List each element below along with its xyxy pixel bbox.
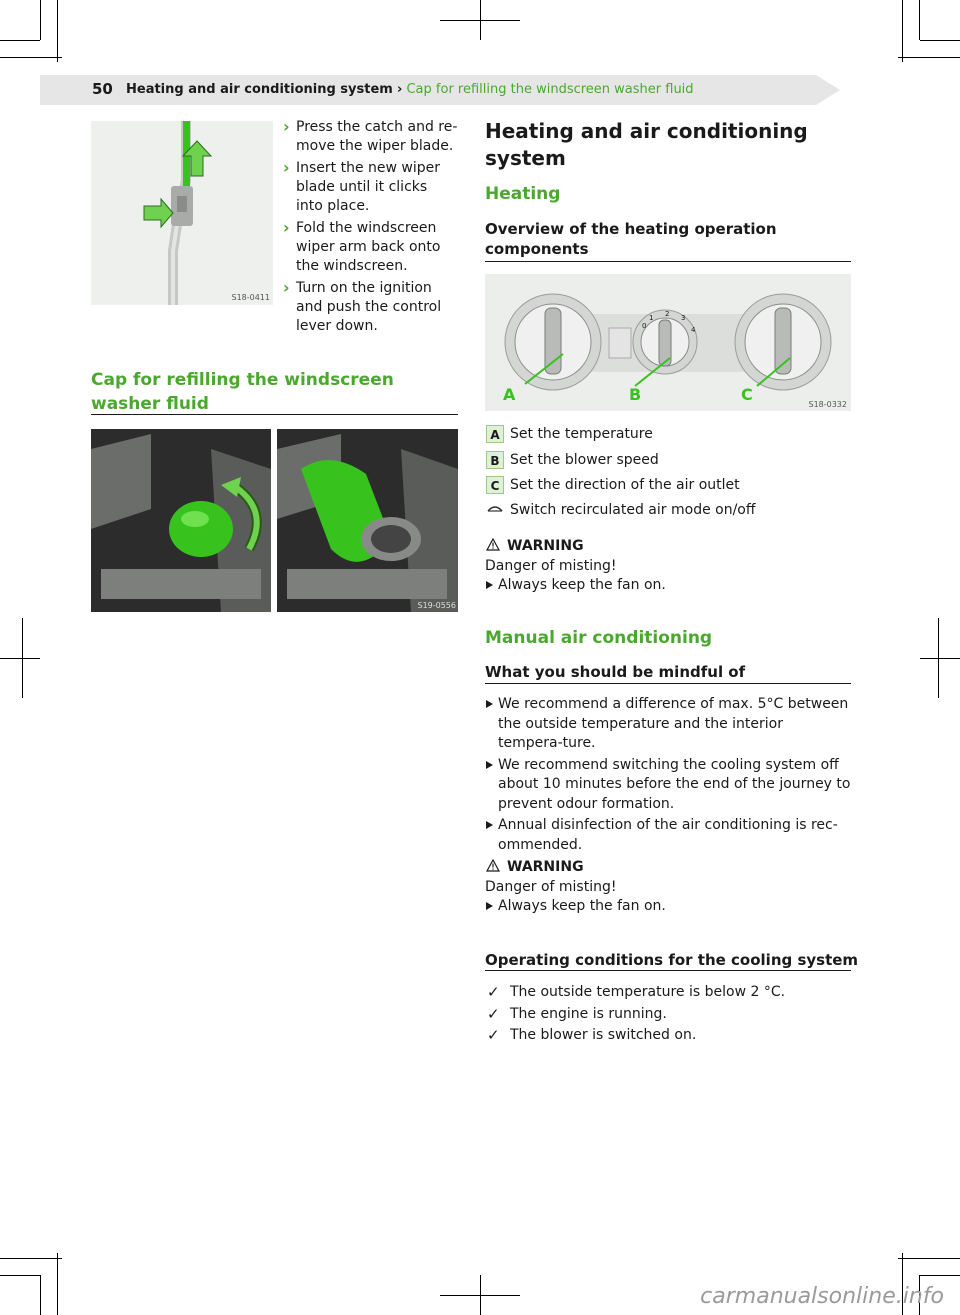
divider [485,683,851,684]
dial-number: 3 [681,314,686,322]
warning-icon [486,859,500,879]
washer-cap-figure [91,429,458,612]
legend-row [486,476,740,494]
wiper-figure [91,121,273,305]
legend-row [486,425,653,443]
breadcrumb [126,82,694,97]
mindful-list-box [485,695,851,857]
list-item: We recommend a difference of max. 5°C between the outside temperature and the interior tempera-ture. [485,695,851,754]
warning-box [485,858,851,919]
list-item: ✓ The engine is running. [487,1005,853,1025]
list-item: ✓ The outside temperature is below 2 °C. [487,983,853,1003]
list-item: Always keep the fan on. [485,897,851,917]
list-item: › Turn on the ignition and push the control lever down. [283,279,458,336]
page-title: Heating and air conditioning system [485,119,808,170]
legend-text: Set the temperature [510,426,653,442]
watermark: carmanualsonline.info [700,1284,944,1309]
conditions-box [487,983,853,1048]
legend-key: B [486,451,504,469]
figure-label-c: C [741,385,753,404]
wiper-illustration [91,121,273,305]
divider [485,970,851,971]
breadcrumb-section[interactable]: Heating and air conditioning system [126,82,393,97]
heating-heading: Heating [485,184,561,204]
figure-code: S18-0411 [231,293,270,302]
manual-ac-heading: Manual air conditioning [485,628,713,648]
warning-title: WARNING [485,537,851,557]
recirculation-icon [486,502,504,518]
dial-number: 2 [665,310,670,318]
breadcrumb-separator: › [396,82,403,97]
divider [91,414,458,415]
warning-list [485,576,851,596]
overview-heading: Overview of the heating operation components [485,220,777,258]
breadcrumb-current: Cap for refilling the windscreen washer fluid [406,82,694,97]
figure-code: S19-0556 [417,601,456,610]
wiper-steps-list [283,118,458,339]
cap-heading: Cap for refilling the windscreen washer fluid [91,370,394,414]
warning-box [485,537,851,598]
washer-cap-illustration [91,429,458,612]
heating-panel-figure [485,274,851,411]
legend-text: Set the blower speed [510,452,659,468]
legend-row [486,502,756,518]
legend-text: Set the direction of the air outlet [510,477,740,493]
legend-key: C [486,476,504,494]
list-item: › Insert the new wiper blade until it clicks into place. [283,159,458,216]
mindful-heading: What you should be mindful of [485,663,746,681]
mindful-list [485,695,851,855]
list-item: › Press the catch and re-move the wiper blade. [283,118,458,156]
warning-text: Danger of misting! [485,878,617,895]
divider [485,261,851,262]
list-item: › Fold the windscreen wiper arm back onto the windscreen. [283,219,458,276]
dial-number: 4 [691,326,696,334]
heating-panel-illustration [485,274,851,411]
list-item: Annual disinfection of the air conditioning is rec-ommended. [485,816,851,855]
page-number: 50 [92,80,113,98]
warning-icon [486,538,500,558]
figure-label-a: A [503,385,516,404]
warning-list [485,897,851,917]
legend-row [486,451,659,469]
legend-key: A [486,425,504,443]
dial-number: 0 [642,322,647,330]
dial-number: 1 [649,314,654,322]
figure-code: S18-0332 [808,400,847,409]
legend-text: Switch recirculated air mode on/off [510,502,756,518]
warning-text: Danger of misting! [485,557,617,574]
list-item: ✓ The blower is switched on. [487,1026,853,1046]
conditions-heading: Operating conditions for the cooling system [485,951,859,969]
list-item: Always keep the fan on. [485,576,851,596]
figure-label-b: B [629,385,642,404]
conditions-list [487,983,853,1046]
warning-title: WARNING [485,858,851,878]
list-item: We recommend switching the cooling system off about 10 minutes before the end of the journey to prevent odour formation. [485,756,851,815]
